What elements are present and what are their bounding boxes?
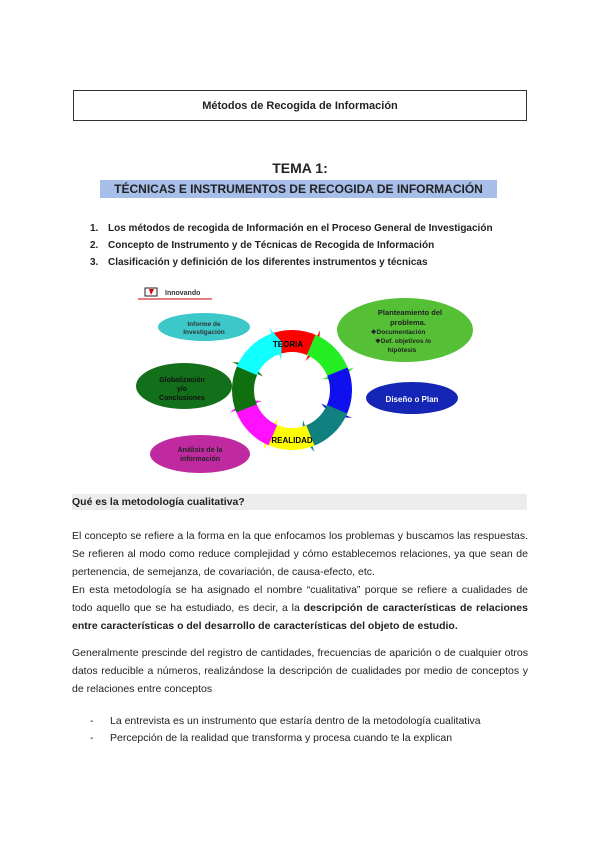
label-realidad: REALIDAD xyxy=(271,436,313,445)
list-number: 3. xyxy=(90,257,99,268)
svg-text:Planteamiento del: Planteamiento del xyxy=(377,308,443,317)
header-box xyxy=(73,90,527,121)
list-number: 1. xyxy=(90,223,99,234)
svg-text:y/o: y/o xyxy=(176,386,188,393)
section-heading: Qué es la metodología cualitativa? xyxy=(72,494,527,510)
header-title: Métodos de Recogida de Información xyxy=(202,99,398,112)
paragraph: El concepto se refiere a la forma en la que enfocamos los problemas y buscamos las respuestas. Se refieren al modo como reduce complejidad y cómo establecemos relaciones, ya que sean de pertenencia, de semejanza, de covariación, de causa-efecto, etc. xyxy=(72,530,528,578)
svg-text:Análisis de la: Análisis de la xyxy=(177,447,223,454)
paragraph xyxy=(72,581,528,635)
bubble-planteamiento xyxy=(337,298,473,362)
svg-text:información: información xyxy=(179,456,221,463)
label-teoria: TEORIA xyxy=(272,340,304,349)
cycle-arrow xyxy=(237,328,282,375)
list-text: Concepto de Instrumento y de Técnicas de Recogida de Información xyxy=(108,240,435,251)
svg-text:Diseño o Plan: Diseño o Plan xyxy=(385,395,439,404)
paragraph: Generalmente prescinde del registro de cantidades, frecuencias de aparición o de cualquier otros datos reducible a números, realizándose la descripción de cualidades por medio de conceptos y de relaciones entre conceptos xyxy=(72,647,528,695)
list-text: Clasificación y definición de los diferentes instrumentos y técnicas xyxy=(108,257,428,268)
bullet-text: Percepción de la realidad que transforma y procesa cuando te la explican xyxy=(110,732,453,744)
svg-text:hipótesis: hipótesis xyxy=(387,347,417,354)
paragraph-text: En esta metodología se ha asignado el nombre “cualitativa” porque se refiere a cualidades de todo aquello que se ha estudiado, es decir, a la xyxy=(72,584,528,614)
svg-text:Informe de: Informe de xyxy=(187,321,221,328)
bullet-item xyxy=(90,713,481,730)
svg-text:Globalización: Globalización xyxy=(159,377,205,384)
logo xyxy=(138,288,212,299)
svg-text:problema.: problema. xyxy=(390,318,426,327)
list-item xyxy=(90,254,493,271)
paragraph-bold-text: descripción de características de relaciones entre características o del desarrollo de características del objeto de estudio. xyxy=(72,602,528,632)
research-cycle-diagram xyxy=(120,280,480,480)
svg-text:❖Documentación: ❖Documentación xyxy=(370,329,426,336)
bullet-text: La entrevista es un instrumento que estaría dentro de la metodología cualitativa xyxy=(110,715,481,727)
topic-subtitle: TÉCNICAS E INSTRUMENTOS DE RECOGIDA DE INFORMACIÓN xyxy=(100,180,497,198)
bullet-dash: - xyxy=(90,732,94,744)
list-text: Los métodos de recogida de Información en el Proceso General de Investigación xyxy=(108,223,493,234)
topic-title: TEMA 1: xyxy=(272,160,328,176)
bullet-item xyxy=(90,730,452,747)
list-item xyxy=(90,237,493,254)
list-number: 2. xyxy=(90,240,99,251)
bubble-globalizacion xyxy=(136,363,232,409)
bubble-informe xyxy=(158,313,250,341)
svg-text:Investigación: Investigación xyxy=(183,329,225,336)
bubble-analisis xyxy=(150,435,250,473)
svg-text:Innovando: Innovando xyxy=(165,290,201,297)
bubble-diseno xyxy=(366,382,458,414)
topic-list xyxy=(90,220,493,271)
svg-text:❖Def. objetivos /o: ❖Def. objetivos /o xyxy=(374,338,432,345)
list-item xyxy=(90,220,493,237)
svg-text:Conclusiones: Conclusiones xyxy=(159,395,205,402)
bullet-dash: - xyxy=(90,715,94,727)
